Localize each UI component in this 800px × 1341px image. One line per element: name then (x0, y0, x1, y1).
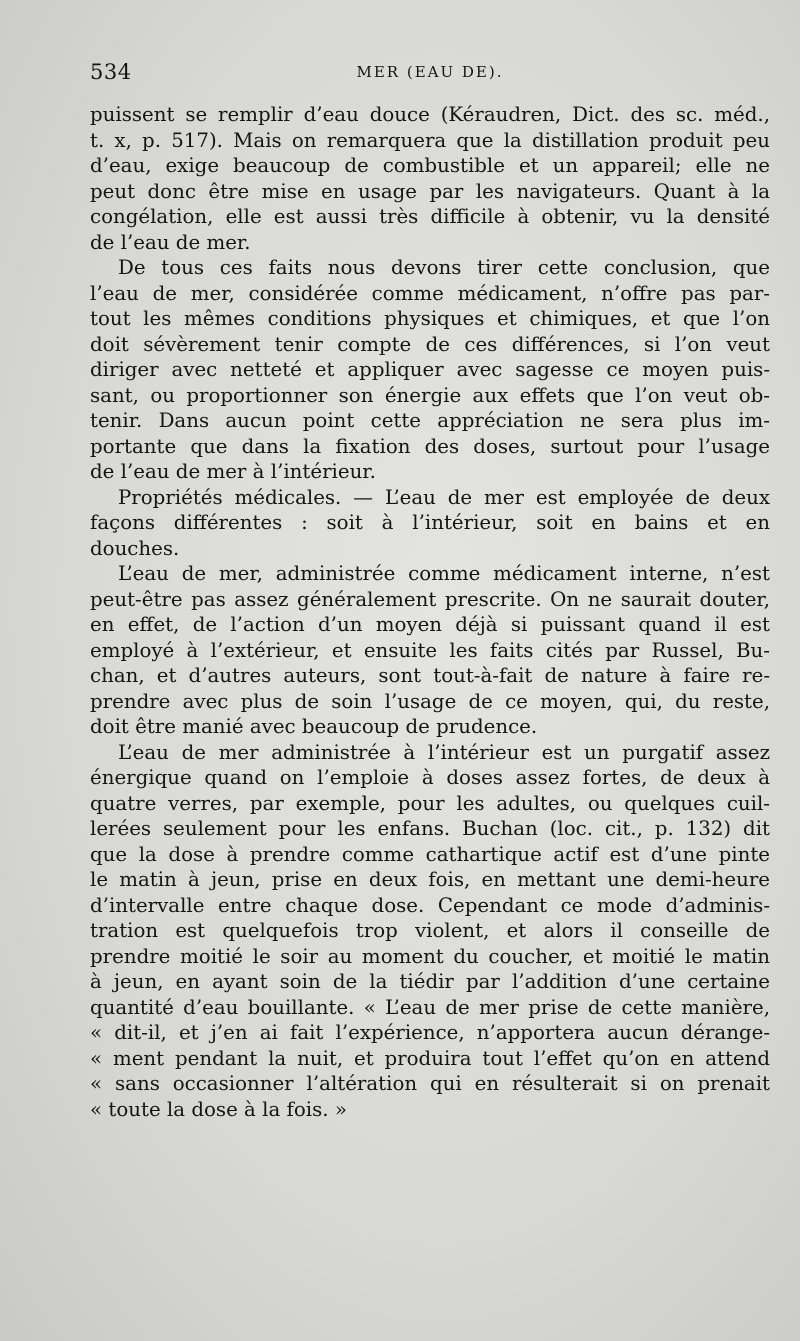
text-line: t. x, p. 517). Mais on remarquera que la distillation produit peu (90, 128, 770, 152)
text-line: l’eau de mer, considérée comme médicament, n’offre pas par- (90, 281, 770, 305)
text-line: de l’eau de mer. (90, 230, 251, 254)
text-line: sant, ou proportionner son énergie aux effets que l’on veut ob- (90, 383, 770, 407)
text-line: quantité d’eau bouillante. « L’eau de mer prise de cette manière, (90, 995, 770, 1019)
text-line: doit sévèrement tenir compte de ces différences, si l’on veut (90, 332, 770, 356)
text-line: d’eau, exige beaucoup de combustible et un appareil; elle ne (90, 154, 770, 177)
text-line: L’eau de mer administrée à l’intérieur est un purgatif assez (118, 740, 770, 764)
page-header (90, 60, 770, 90)
text-line: chan, et d’autres auteurs, sont tout-à-fait de nature à faire re- (90, 664, 770, 687)
text-line: prendre moitié le soir au moment du coucher, et moitié le matin (90, 944, 770, 968)
text-line: employé à l’extérieur, et ensuite les faits cités par Russel, Bu- (90, 638, 770, 662)
text-line: de l’eau de mer à l’intérieur. (90, 460, 376, 483)
page-number: 534 (90, 60, 132, 84)
text-line: peut-être pas assez généralement prescrite. On ne saurait douter, (90, 587, 770, 611)
text-line: à jeun, en ayant soin de la tiédir par l’addition d’une certaine (90, 970, 770, 993)
text-line: Propriétés médicales. — L’eau de mer est employée de deux (118, 485, 770, 509)
text-line: portante que dans la fixation des doses, surtout pour l’usage (90, 434, 770, 458)
text-line: tration est quelquefois trop violent, et alors il conseille de (90, 919, 770, 942)
text-line: « ment pendant la nuit, et produira tout l’effet qu’on en attend (90, 1046, 770, 1070)
text-line: L’eau de mer, administrée comme médicament interne, n’est (118, 562, 770, 585)
text-line: puissent se remplir d’eau douce (Kéraudren, Dict. des sc. méd., (90, 103, 770, 126)
text-line: doit être manié avec beaucoup de prudence. (90, 715, 538, 738)
text-line: en effet, de l’action d’un moyen déjà si puissant quand il est (90, 613, 770, 636)
text-line: « dit-il, et j’en ai fait l’expérience, n’apportera aucun dérange- (90, 1021, 770, 1044)
text-line: douches. (90, 536, 180, 560)
text-line: peut donc être mise en usage par les navigateurs. Quant à la (90, 179, 770, 203)
text-line: « sans occasionner l’altération qui en résulterait si on prenait (90, 1072, 770, 1095)
page-body (90, 102, 770, 1122)
text-line: congélation, elle est aussi très difficile à obtenir, vu la densité (90, 205, 770, 228)
text-line: tenir. Dans aucun point cette appréciation ne sera plus im- (90, 409, 770, 432)
text-line: que la dose à prendre comme cathartique actif est d’une pinte (90, 842, 770, 866)
running-head: MER (EAU DE). (356, 63, 504, 81)
text-line: d’intervalle entre chaque dose. Cependant ce mode d’adminis- (90, 893, 770, 917)
text-line: « toute la dose à la fois. » (90, 1097, 347, 1121)
text-line: prendre avec plus de soin l’usage de ce moyen, qui, du reste, (90, 689, 770, 713)
text-line: De tous ces faits nous devons tirer cette conclusion, que (118, 256, 770, 279)
text-line: lerées seulement pour les enfans. Buchan (loc. cit., p. 132) dit (90, 817, 770, 840)
text-line: diriger avec netteté et appliquer avec sagesse ce moyen puis- (90, 358, 770, 381)
text-line: énergique quand on l’emploie à doses assez fortes, de deux à (90, 766, 770, 789)
text-line: le matin à jeun, prise en deux fois, en mettant une demi-heure (90, 868, 770, 891)
text-line: quatre verres, par exemple, pour les adultes, ou quelques cuil- (90, 791, 770, 815)
text-line: tout les mêmes conditions physiques et chimiques, et que l’on (90, 307, 770, 330)
text-line: façons différentes : soit à l’intérieur, soit en bains et en (90, 511, 770, 534)
